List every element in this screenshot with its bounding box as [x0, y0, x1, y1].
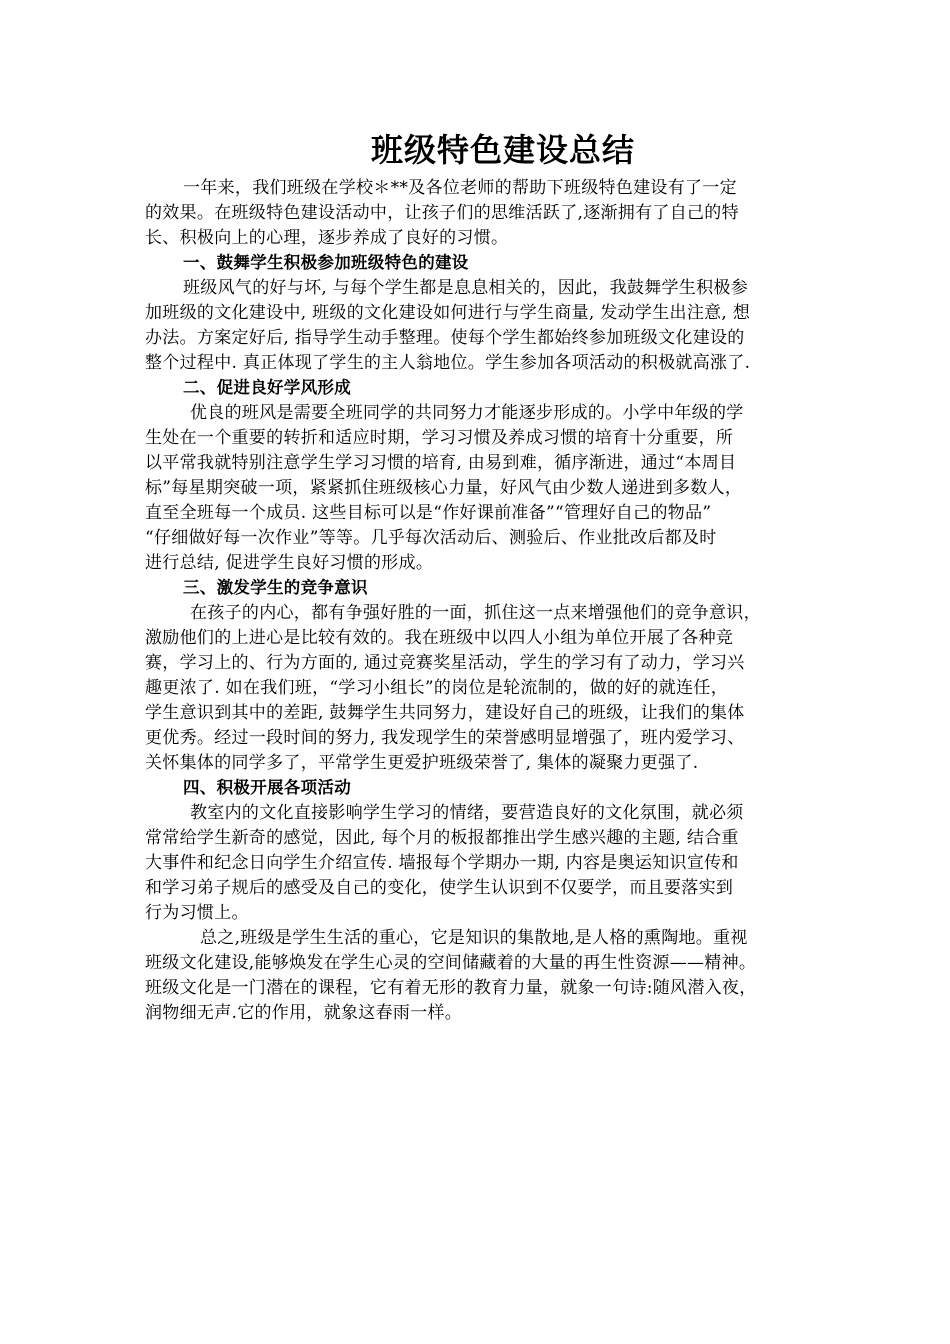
paragraph-line: 大事件和纪念日向学生介绍宣传. 墙报每个学期办一期, 内容是奥运知识宣传和	[145, 853, 739, 873]
paragraph-line: 趣更浓了. 如在我们班，“学习小组长”的岗位是轮流制的，做的好的就连任，	[145, 678, 728, 698]
paragraph-line: 以平常我就特别注意学生学习习惯的培育, 由易到难，循序渐进，通过“本周目	[145, 453, 737, 473]
section-heading: 二、促进良好学风形成	[183, 378, 351, 397]
conclusion-line: 润物细无声.它的作用，就象这春雨一样。	[145, 1003, 463, 1023]
paragraph-line: 赛，学习上的、行为方面的, 通过竞赛奖星活动，学生的学习有了动力，学习兴	[145, 653, 745, 673]
paragraph-line: 关怀集体的同学多了，平常学生更爱护班级荣誉了, 集体的凝聚力更强了.	[145, 753, 699, 773]
paragraph-line: 在孩子的内心，都有争强好胜的一面，抓住这一点来增强他们的竞争意识，	[190, 603, 761, 623]
paragraph-line: 和学习弟子规后的感受及自己的变化，使学生认识到不仅要学，而且要落实到	[145, 878, 734, 898]
paragraph-line: 行为习惯上。	[145, 903, 249, 923]
paragraph-line: 办法。方案定好后, 指导学生动手整理。使每个学生都始终参加班级文化建设的	[145, 328, 745, 348]
section-heading: 四、积极开展各项活动	[183, 778, 351, 797]
paragraph-line: 学生意识到其中的差距, 鼓舞学生共同努力，建设好自己的班级，让我们的集体	[145, 703, 745, 723]
paragraph-line: 优良的班风是需要全班同学的共同努力才能逐步形成的。小学中年级的学	[190, 403, 744, 423]
paragraph-line: 标”每星期突破一项，紧紧抓住班级核心力量，好风气由少数人递进到多数人，	[145, 478, 743, 498]
paragraph-line: 教室内的文化直接影响学生学习的情绪，要营造良好的文化氛围，就必须	[190, 803, 744, 823]
section-heading: 一、鼓舞学生积极参加班级特色的建设	[183, 253, 469, 272]
document-title: 班级特色建设总结	[371, 131, 636, 169]
conclusion-line: 班级文化是一门潜在的课程，它有着无形的教育力量，就象一句诗:随风潜入夜，	[145, 978, 757, 998]
paragraph-line: 更优秀。经过一段时间的努力, 我发现学生的荣誉感明显增强了，班内爱学习、	[145, 728, 745, 748]
intro-line: 长、积极向上的心理，逐步养成了良好的习惯。	[145, 228, 509, 248]
intro-line: 的效果。在班级特色建设活动中，让孩子们的思维活跃了,逐渐拥有了自己的特	[145, 203, 739, 223]
paragraph-line: 生处在一个重要的转折和适应时期，学习习惯及养成习惯的培育十分重要，所	[145, 428, 734, 448]
paragraph-line: “仔细做好每一次作业”等等。几乎每次活动后、测验后、作业批改后都及时	[145, 528, 717, 548]
conclusion-line: 总之,班级是学生生活的重心，它是知识的集散地,是人格的熏陶地。重视	[200, 928, 748, 948]
conclusion-line: 班级文化建设,能够焕发在学生心灵的空间储藏着的大量的再生性资源——精神。	[145, 953, 757, 973]
paragraph-line: 常常给学生新奇的感觉，因此, 每个月的板报都推出学生感兴趣的主题, 结合重	[145, 828, 739, 848]
paragraph-line: 进行总结, 促进学生良好习惯的形成。	[145, 553, 434, 573]
paragraph-line: 班级风气的好与坏, 与每个学生都是息息相关的，因此，我鼓舞学生积极参	[183, 278, 749, 298]
paragraph-line: 激励他们的上进心是比较有效的。我在班级中以四人小组为单位开展了各种竞	[145, 628, 734, 648]
paragraph-line: 直至全班每一个成员. 这些目标可以是“作好课前准备”“管理好自己的物品”	[145, 503, 712, 523]
paragraph-line: 加班级的文化建设中, 班级的文化建设如何进行与学生商量, 发动学生出注意, 想	[145, 303, 751, 323]
intro-line: 一年来，我们班级在学校＊**及各位老师的帮助下班级特色建设有了一定	[183, 178, 737, 198]
paragraph-line: 整个过程中. 真正体现了学生的主人翁地位。学生参加各项活动的积极就高涨了.	[145, 353, 751, 373]
section-heading: 三、激发学生的竞争意识	[183, 578, 368, 597]
